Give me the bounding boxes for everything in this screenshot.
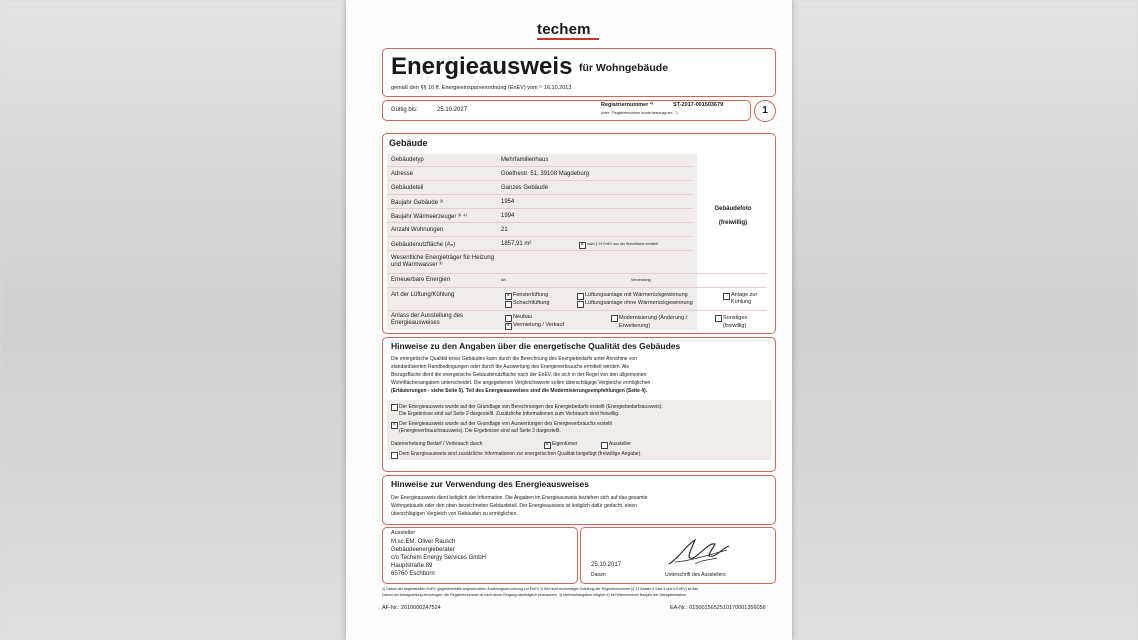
window-ventilation-label: Fensterlüftung: [513, 292, 549, 298]
consumption-certificate-checkbox[interactable]: [391, 422, 398, 429]
row-value: 1994: [501, 213, 515, 219]
title-suffix: für Wohngebäude: [579, 62, 669, 74]
no-heat-recovery-label: Lüftungsanlage ohne Wärmerückgewinnung: [585, 300, 693, 306]
data-collection-label: Datenerhebung Bedarf / Verbrauch durch: [391, 441, 483, 447]
registration-note: (oder: "Registriernummer wurde beantragt am..."): [601, 111, 678, 115]
issuer-line: Gebäudeenergieberater: [391, 547, 455, 553]
row-value: Mehrfamilienhaus: [501, 157, 549, 163]
row-label: Baujahr Gebäude ³⁾: [391, 200, 444, 206]
page-title: Energieausweis: [391, 53, 573, 80]
consumption-certificate-text: (Energieverbrauchsausweis). Die Ergebnisse sind auf Seite 3 dargestellt.: [399, 428, 561, 434]
row-label: Gebäudetyp: [391, 157, 424, 163]
background-left: [0, 0, 346, 640]
new-build-checkbox[interactable]: [505, 315, 512, 322]
cooling-checkbox[interactable]: [723, 293, 730, 300]
issuer-option-label: Aussteller: [609, 441, 631, 447]
modernisation-checkbox[interactable]: [611, 315, 618, 322]
title-box: [382, 48, 776, 97]
row-value: 1857,91 m²: [501, 241, 532, 247]
signature-box: [580, 527, 776, 584]
rent-sale-checkbox[interactable]: [505, 323, 512, 330]
logo-underline: [537, 38, 599, 40]
owner-label: Eigentümer: [552, 441, 578, 447]
usage-line: Der Energieausweis dient lediglich der Information. Die Angaben im Energieausweis beziehen sich auf das gesamte: [391, 495, 648, 501]
demand-certificate-text: Der Energieausweis wurde auf der Grundlage von Berechnungen des Energiebedarfs erstellt (Energiebedarfsausweis).: [399, 404, 663, 410]
building-box: [382, 133, 776, 334]
issuer-box: [382, 527, 578, 584]
photo-label: Gebäudefoto: [714, 206, 752, 212]
notes-paragraph-line: (Erläuterungen - siehe Seite 5). Teil des Energieausweises sind die Modernisierungsempfehlungen (Seite 4).: [391, 388, 648, 394]
other-reason-checkbox[interactable]: [715, 315, 722, 322]
modernisation-label: Modernisierung (Änderung / Erweiterung): [619, 315, 688, 329]
row-label: Gebäudenutzfläche (Aₙ): [391, 242, 456, 248]
rent-sale-label: Vermietung / Verkauf: [513, 322, 565, 328]
notes-paragraph-line: Die energetische Qualität eines Gebäudes kann durch die Berechnung des Energiebedarfs unter Annahme von: [391, 356, 637, 362]
page-number: 1: [762, 105, 768, 116]
background-right: [792, 0, 1138, 640]
renewable-art: Art:: [501, 278, 507, 282]
extra-info-checkbox[interactable]: [391, 452, 398, 459]
ea-number: EA-Nr.: 0150015652510170001356056: [670, 605, 766, 611]
registration-label: Registriernummer ²⁾: [601, 102, 654, 108]
row-label: Anzahl Wohnungen: [391, 227, 444, 233]
new-build-label: Neubau: [513, 314, 533, 320]
notes-heading: Hinweise zu den Angaben über die energetische Qualität des Gebäudes: [391, 341, 681, 351]
document-page: [346, 0, 792, 640]
row-label: Baujahr Wärmeerzeuger ³⁾ ⁴⁾: [391, 214, 468, 220]
renewable-use: Verwendung:: [631, 278, 652, 282]
registration-number: ST-2017-001503679: [673, 102, 724, 108]
signature-label: Unterschrift des Ausstellers: [665, 572, 726, 578]
area-checkbox[interactable]: [579, 242, 586, 249]
owner-checkbox[interactable]: [544, 442, 551, 449]
photo-sub: (freiwillig): [718, 220, 748, 226]
valid-until-date: 25.10.2027: [437, 107, 468, 113]
extra-info-label: Dem Energieausweis sind zusätzliche Informationen zur energetischen Qualität beigefügt (freiwillige Angabe).: [399, 451, 642, 457]
other-reason-label: Sonstiges (freiwillig): [723, 315, 748, 329]
heat-recovery-label: Lüftungsanlage mit Wärmerückgewinnung: [585, 292, 688, 298]
reason-label: Anlass der Ausstellung des Energieausweises: [391, 313, 464, 326]
row-value: 1954: [501, 199, 515, 205]
ventilation-label: Art der Lüftung/Kühlung: [391, 292, 455, 298]
af-number: AF-Nr.: 2010000247524: [382, 605, 441, 611]
issuer-checkbox[interactable]: [601, 442, 608, 449]
renewable-label: Erneuerbare Energien: [391, 277, 451, 283]
row-label: Adresse: [391, 171, 414, 177]
usage-line: überschlägigen Vergleich von Gebäuden zu ermöglichen.: [391, 511, 518, 517]
date-label: Datum: [591, 572, 606, 578]
row-label: Gebäudeteil: [391, 185, 424, 191]
usage-heading: Hinweise zur Verwendung des Energieausweises: [391, 479, 589, 489]
building-heading: Gebäude: [389, 138, 428, 148]
demand-certificate-checkbox[interactable]: [391, 404, 398, 411]
area-note: nach § 19 EnEV aus der Wohnfläche ermittelt: [587, 242, 658, 246]
signature-image: [665, 534, 735, 570]
usage-line: Wohngebäude oder den oben bezeichneten Gebäudeteil. Der Energieausweis ist lediglich dafür gedacht, einen: [391, 503, 637, 509]
footnote-line: Datum der Antragstellung einzutragen; die Registriernummer ist nach deren Eingang nachträglich einzusetzen. 3) Mehrfachangaben möglich 4) bei Wärmenetzen Baujahr der Übergabestation: [382, 593, 686, 597]
notes-paragraph-line: Bezugsfläche dient die energetische Gebäudenutzfläche nach der EnEV, die sich in der Regel von den allgemeinen: [391, 372, 647, 378]
usage-box: [382, 475, 776, 525]
validity-box: [382, 100, 751, 121]
demand-certificate-text: Die Ergebnisse sind auf Seite 2 dargestellt. Zusätzliche Informationen zum Verbrauch sind freiwillig.: [399, 411, 620, 417]
row-value: Ganzes Gebäude: [501, 185, 549, 191]
notes-paragraph-line: standardisierten Randbedingungen oder durch die Auswertung des Energieverbrauchs ermittelt werden. Als: [391, 364, 629, 370]
issuer-label: Aussteller: [391, 530, 416, 536]
valid-until-label: Gültig bis:: [391, 107, 418, 113]
issuer-line: M.sc.EM. Oliver Rausch: [391, 539, 456, 545]
energy-carrier-label: Wesentliche Energieträger für Heizung und Warmwasser ³⁾: [391, 255, 494, 268]
footnote-line: 1) Datum der angewandten EnEV, gegebenenfalls angewendeten Änderungsverordnung zur EnEV 2) Bei nicht rechtzeitiger Zuteilung der Registriernummer (§ 17 Absatz 4 Satz 4 und 5 EnEV) ist das: [382, 587, 699, 591]
shaft-ventilation-label: Schachtlüftung: [513, 300, 550, 306]
issuer-line: c/o Techem Energy Services GmbH: [391, 555, 486, 561]
row-value: 21: [501, 227, 508, 233]
issuer-line: Hauptstraße 89: [391, 563, 433, 569]
law-reference: gemäß den §§ 16 ff. Energieeinsparverordnung (EnEV) vom ¹⁾ 16.10.2013: [391, 85, 572, 91]
notes-box: [382, 337, 776, 472]
shaft-ventilation-checkbox[interactable]: [505, 301, 512, 308]
issuer-line: 65760 Eschborn: [391, 571, 435, 577]
row-value: Goethestr. 51, 39108 Magdeburg: [501, 171, 590, 177]
cooling-label: Anlage zur Kühlung: [731, 292, 758, 305]
building-photo: [697, 154, 769, 272]
heat-recovery-checkbox[interactable]: [577, 293, 584, 300]
techem-logo: techem: [537, 21, 591, 38]
notes-paragraph-line: Wohnflächenangaben unterscheidet. Die angegebenen Vergleichswerte sollen überschlägige Vergleiche ermöglichen: [391, 380, 651, 386]
page-number-circle: [754, 100, 776, 122]
window-ventilation-checkbox[interactable]: [505, 293, 512, 300]
no-heat-recovery-checkbox[interactable]: [577, 301, 584, 308]
issue-date: 25.10.2017: [591, 562, 622, 568]
consumption-certificate-text: Der Energieausweis wurde auf der Grundlage von Auswertungen des Energieverbrauchs erstellt: [399, 421, 612, 427]
